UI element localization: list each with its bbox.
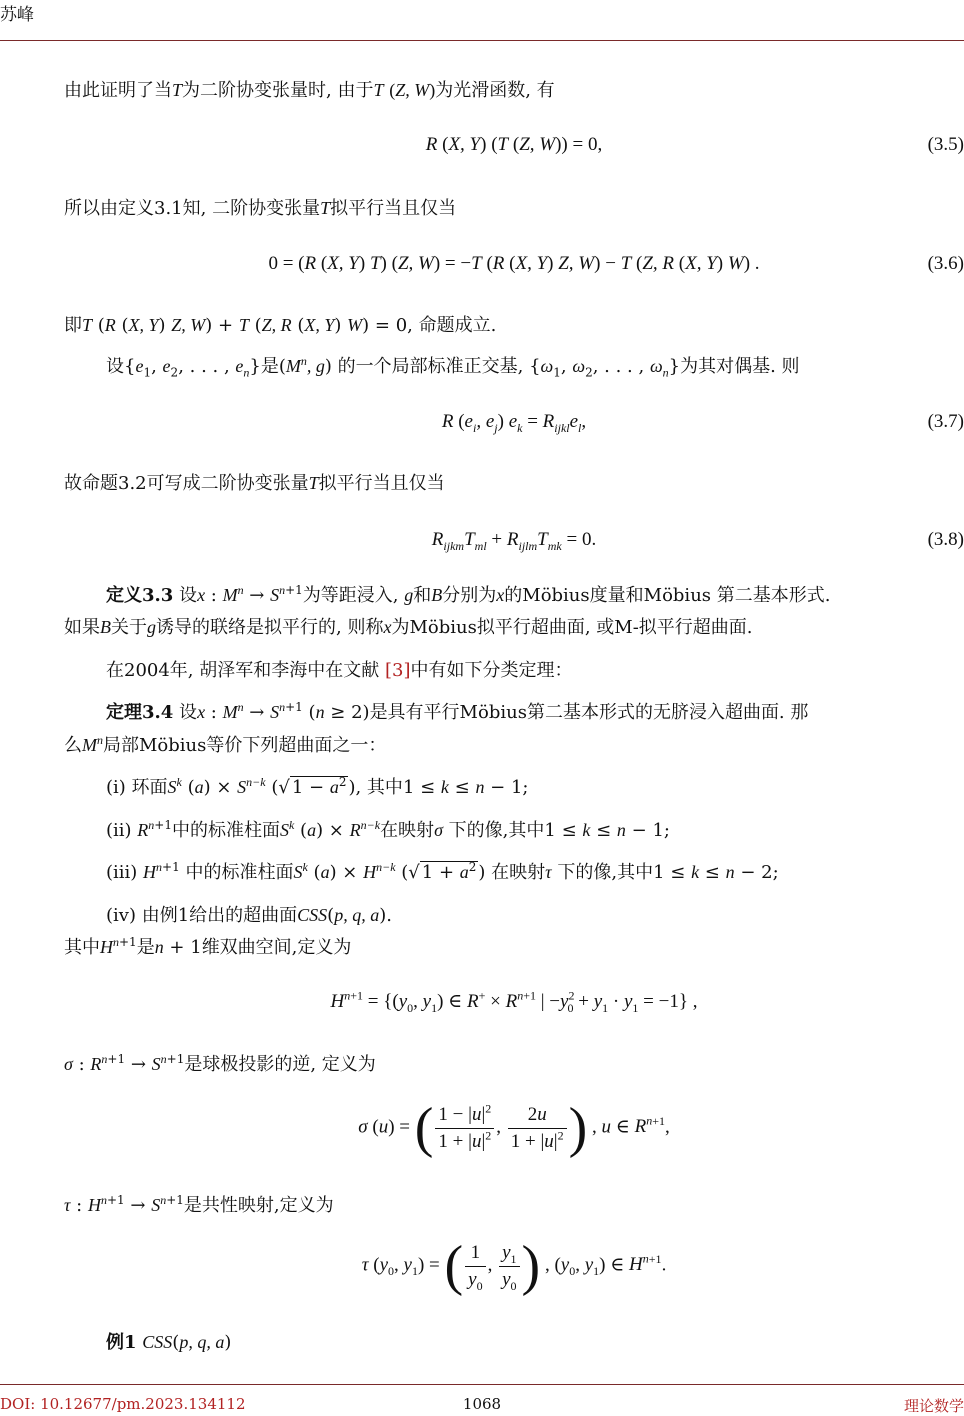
text-segment: 下的像,其中 xyxy=(551,862,654,883)
text-segment: 下的像,其中 xyxy=(442,820,545,841)
text-segment: 的Möbius度量和Möbius 第二基本形式. xyxy=(504,585,831,606)
list-item: (iii) $H^{n+1}$ 中的标准柱面$S^k$ $(a) \times H^{n-k}$ (√ $1 + a^2$ ) 在映射τ 下的像,其中1 ≤ k ≤ n − 2; xyxy=(106,860,779,883)
text-segment: 为其对偶基. 则 xyxy=(680,356,800,377)
text-segment: 中的标准柱面 xyxy=(179,862,294,883)
paragraph-line: 设{$e_1$, $e_2$, . . . , $e_n$}是($M^n$, g) 的一个局部标准正交基, {$\omega_1$, $\omega_2$, . . . , $\omega_n$}为其对偶基. 则 xyxy=(106,354,800,380)
list-item: (ii) $R^{n+1}$中的标准柱面$S^k$ $(a) \times R^{n-k}$在映射σ 下的像,其中1 ≤ k ≤ n − 1; xyxy=(106,818,670,841)
text-segment: , 命题成立. xyxy=(407,315,497,336)
paragraph-line: 即T (R (X, Y) Z, W) + T (Z, R (X, Y) W) = 0, 命题成立. xyxy=(64,315,497,336)
text-segment: 的一个局部标准正交基, xyxy=(331,356,530,377)
definition-label: 定义3.3 xyxy=(106,585,174,606)
theorem-line: 么$M^n$局部Möbius等价下列超曲面之一： xyxy=(64,733,387,756)
paper-page: 苏峰 由此证明了当T为二阶协变张量时, 由于T (Z, W)为光滑函数, 有 R (X, Y) (T (Z, W)) = 0, (3.5) 所以由定义3.1知, 二阶协变张量T拟平行当且仅当 0 = (R (X, Y) T) (Z, W) = −T (R (X, Y) Z, W) − T (Z, R (X, Y) W) . (3.6) 即T (R (X, Y) Z, W) + T (Z, R (X, Y) W) = 0, 命题成立. 设{$e_1$, $e_2$, . . . , $e_n$}是($M^n$, g) 的一个局部标准正交基, {$\omega_1$, $\omega_2$, . . . , $\omega_n$}为其对偶基. 则 R ($e_i$, $e_j$) $e_k = R_{ijkl}e_l$, (3.7) 故命题3.2可写成二阶协变张量T拟平行当且仅当 $R_{ijkm}T_{ml} + R_{ijlm}T_{mk} = 0$. (3.8) 定义3.3 设x : $M^n \to S^{n+1}$为等距浸入, g和B分别为x的Möbius度量和Möbius 第二基本形式. 如果B关于g诱导的联络是拟平行的, 则称x为Möbius拟平行超曲面, 或M-拟平行超曲面. 在2004年, 胡泽军和李海中在文献 [3]中有如下分类定理： 定理3.4 设x : $M^n \to S^{n+1}$ (n ≥ 2)是具有平行Möbius第二基本形式的无脐浸入超曲面. 那 么$M^n$局部Möbius等价下列超曲面之一： (i) 环面$S^k$ $(a) \times S^{n-k}$ (√ $1 - a^2$ ), 其中1 ≤ k ≤ n − 1; (ii) $R^{n+1}$中的标准柱面$S^k$ $(a) \times R^{n-k}$在映射σ 下的像,其中1 ≤ k ≤ n − 1; (iii) $H^{n+1}$ 中的标准柱面$S^k$ $(a) \times H^{n-k}$ (√ $1 + a^2$ ) 在映射τ 下的像,其中1 ≤ k ≤ n − 2; (iv) 由例1给出的超曲面CSS(p, q, a). 其中$H^{n+1}$是n + 1维双曲空间,定义为 $H^{n+1} = \{(y_0$, $y_1$) ∈ $R^+ \times R^{n+1}$ | $-y^2_0 + y_1 \cdot y_1 = -1$} , σ : $R^{n+1} \to S^{n+1}$是球极投影的逆, 定义为 σ (u) = ( $\frac{1 - |u|^2}{1 + |u|^2}$ , $\frac{2u}{1 + |u|^2}$ ) , u ∈ $R^{n+1}$, τ : $H^{n+1} \to S^{n+1}$是共性映射,定义为 τ ($y_0$, $y_1$) = ( $\frac{1}{y_0}$ , $\frac{y_1}{y_0}$ ) , ($y_0$, $y_1$) ∈ $H^{n+1}$. 例1 CSS(p, q, a) DOI: 10.12677/pm.2023.134112 1068 理论数学 xyxy=(0,0,964,1414)
equation-number: (3.7) xyxy=(927,411,964,432)
example-label: 例1 xyxy=(106,1332,137,1353)
text-segment: (iv) 由例1给出的超曲面 xyxy=(106,905,298,926)
text-segment: 关于 xyxy=(111,617,147,638)
text-segment: 维双曲空间,定义为 xyxy=(201,937,352,958)
page-header xyxy=(0,0,964,41)
page-number: 1068 xyxy=(462,1395,502,1413)
equation-number: (3.5) xyxy=(927,134,964,155)
text-segment: 设 xyxy=(173,585,198,606)
text-segment: 设 xyxy=(173,702,198,723)
doi-link[interactable]: DOI: 10.12677/pm.2023.134112 xyxy=(0,1395,246,1413)
text-segment: 在映射 xyxy=(485,862,546,883)
text-segment: 故命题3.2可写成二阶协变张量 xyxy=(64,473,309,494)
equation-number: (3.8) xyxy=(927,529,964,550)
text-segment: 其中 xyxy=(64,937,100,958)
text-segment: (iii) xyxy=(106,862,144,883)
example-heading: 例1 CSS(p, q, a) xyxy=(106,1332,232,1353)
text-segment: 么 xyxy=(64,735,82,756)
text-segment: 在映射 xyxy=(380,820,435,841)
text-segment: 在2004年, 胡泽军和李海中在文献 xyxy=(106,660,385,681)
text-segment: 中有如下分类定理： xyxy=(410,660,573,681)
citation-link[interactable]: [3] xyxy=(384,660,411,681)
text-segment: 如果 xyxy=(64,617,100,638)
text-segment: 是 xyxy=(260,356,279,377)
text-segment: 分别为 xyxy=(442,585,497,606)
text-segment: 是具有平行Möbius第二基本形式的无脐浸入超曲面. 那 xyxy=(369,702,809,723)
text-segment: 是 xyxy=(136,937,155,958)
text-segment: 拟平行当且仅当 xyxy=(318,473,445,494)
text-segment: 为等距浸入, xyxy=(302,585,405,606)
definition-line: 定义3.3 设x : $M^n \to S^{n+1}$为等距浸入, g和B分别为x的Möbius度量和Möbius 第二基本形式. xyxy=(106,583,831,606)
text-segment: 为Möbius拟平行超曲面, 或M-拟平行超曲面. xyxy=(391,617,753,638)
text-segment: 是球极投影的逆, 定义为 xyxy=(184,1054,376,1075)
text-segment: 中的标准柱面 xyxy=(171,820,280,841)
text-segment: 所以由定义3.1知, 二阶协变张量 xyxy=(64,198,321,219)
equation-number: (3.6) xyxy=(927,253,964,274)
text-segment: 由此证明了当 xyxy=(64,80,172,101)
text-segment: 即 xyxy=(64,315,82,336)
text-segment: 诱导的联络是拟平行的, 则称 xyxy=(156,617,384,638)
page-footer xyxy=(0,1384,964,1415)
paragraph-line: 故命题3.2可写成二阶协变张量T拟平行当且仅当 xyxy=(64,473,445,494)
journal-name-link[interactable]: 理论数学 xyxy=(903,1397,964,1415)
paragraph-line xyxy=(106,656,572,682)
text-segment: 和 xyxy=(413,585,432,606)
text-segment: 设 xyxy=(106,356,124,377)
header-author: 苏峰 xyxy=(0,5,34,25)
paragraph-line: σ : $R^{n+1} \to S^{n+1}$是球极投影的逆, 定义为 xyxy=(64,1052,376,1075)
text-segment: 局部Möbius等价下列超曲面之一： xyxy=(103,735,387,756)
paragraph-line: 所以由定义3.1知, 二阶协变张量T拟平行当且仅当 xyxy=(64,198,457,219)
paragraph-line: τ : $H^{n+1} \to S^{n+1}$是共性映射,定义为 xyxy=(64,1193,334,1216)
text-segment: 为二阶协变张量时, 由于 xyxy=(182,80,374,101)
definition-line: 如果B关于g诱导的联络是拟平行的, 则称x为Möbius拟平行超曲面, 或M-拟平行超曲面. xyxy=(64,617,753,638)
text-segment: (i) 环面 xyxy=(106,777,168,798)
paragraph-line: 由此证明了当T为二阶协变张量时, 由于T (Z, W)为光滑函数, 有 xyxy=(64,80,555,101)
paragraph-line: 其中$H^{n+1}$是n + 1维双曲空间,定义为 xyxy=(64,935,352,958)
list-item: (i) 环面$S^k$ $(a) \times S^{n-k}$ (√ $1 - a^2$ ), 其中1 ≤ k ≤ n − 1; xyxy=(106,775,529,798)
text-segment: 为光滑函数, 有 xyxy=(435,80,555,101)
text-segment: 是共性映射,定义为 xyxy=(183,1195,334,1216)
theorem-line: 定理3.4 设x : $M^n \to S^{n+1}$ (n ≥ 2)是具有平行Möbius第二基本形式的无脐浸入超曲面. 那 xyxy=(106,700,809,723)
text-segment: 拟平行当且仅当 xyxy=(330,198,457,219)
text-segment: (ii) xyxy=(106,820,138,841)
text-segment: , 其中 xyxy=(355,777,403,798)
list-item: (iv) 由例1给出的超曲面CSS(p, q, a). xyxy=(106,905,392,926)
theorem-label: 定理3.4 xyxy=(106,702,174,723)
